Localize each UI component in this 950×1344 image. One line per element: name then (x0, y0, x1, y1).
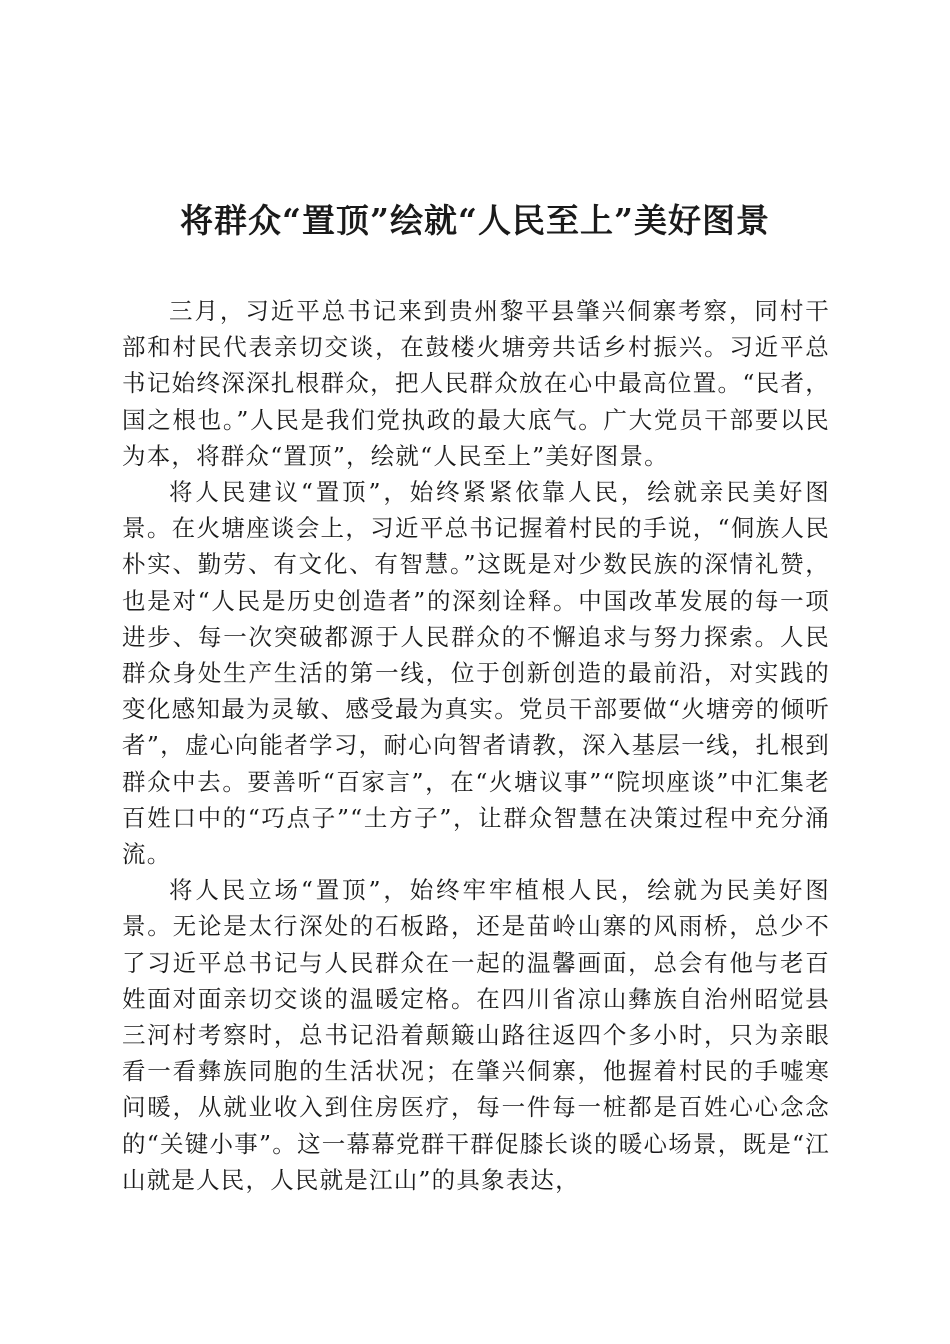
document-body (122, 293, 830, 1198)
paragraph-2: 将人民建议“置顶”，始终紧紧依靠人民，绘就亲民美好图景。在火塘座谈会上，习近平总书记握着村民的手说，“侗族人民朴实、勤劳、有文化、有智慧。”这既是对少数民族的深情礼赞，也是对“人民是历史创造者”的深刻诠释。中国改革发展的每一项进步、每一次突破都源于人民群众的不懈追求与努力探索。人民群众身处生产生活的第一线，位于创新创造的最前沿，对实践的变化感知最为灵敏、感受最为真实。党员干部要做“火塘旁的倾听者”，虚心向能者学习，耐心向智者请教，深入基层一线，扎根到群众中去。要善听“百家言”，在“火塘议事”“院坝座谈”中汇集老百姓口中的“巧点子”“土方子”，让群众智慧在决策过程中充分涌流。 (122, 478, 830, 869)
paragraph-1: 三月，习近平总书记来到贵州黎平县肇兴侗寨考察，同村干部和村民代表亲切交谈，在鼓楼火塘旁共话乡村振兴。习近平总书记始终深深扎根群众，把人民群众放在心中最高位置。“民者，国之根也。”人民是我们党执政的最大底气。广大党员干部要以民为本，将群众“置顶”，绘就“人民至上”美好图景。 (122, 297, 830, 470)
paragraph-3: 将人民立场“置顶”，始终牢牢植根人民，绘就为民美好图景。无论是太行深处的石板路，还是苗岭山寨的风雨桥，总少不了习近平总书记与人民群众在一起的温馨画面，总会有他与老百姓面对面亲切交谈的温暖定格。在四川省凉山彝族自治州昭觉县三河村考察时，总书记沿着颠簸山路往返四个多小时，只为亲眼看一看彝族同胞的生活状况；在肇兴侗寨，他握着村民的手嘘寒问暖，从就业收入到住房医疗，每一件每一桩都是百姓心心念念的“关键小事”。这一幕幕党群干群促膝长谈的暖心场景，既是“江山就是人民，人民就是江山”的具象表达， (122, 876, 830, 1194)
document-title: 将群众“置顶”绘就“人民至上”美好图景 (180, 201, 770, 240)
